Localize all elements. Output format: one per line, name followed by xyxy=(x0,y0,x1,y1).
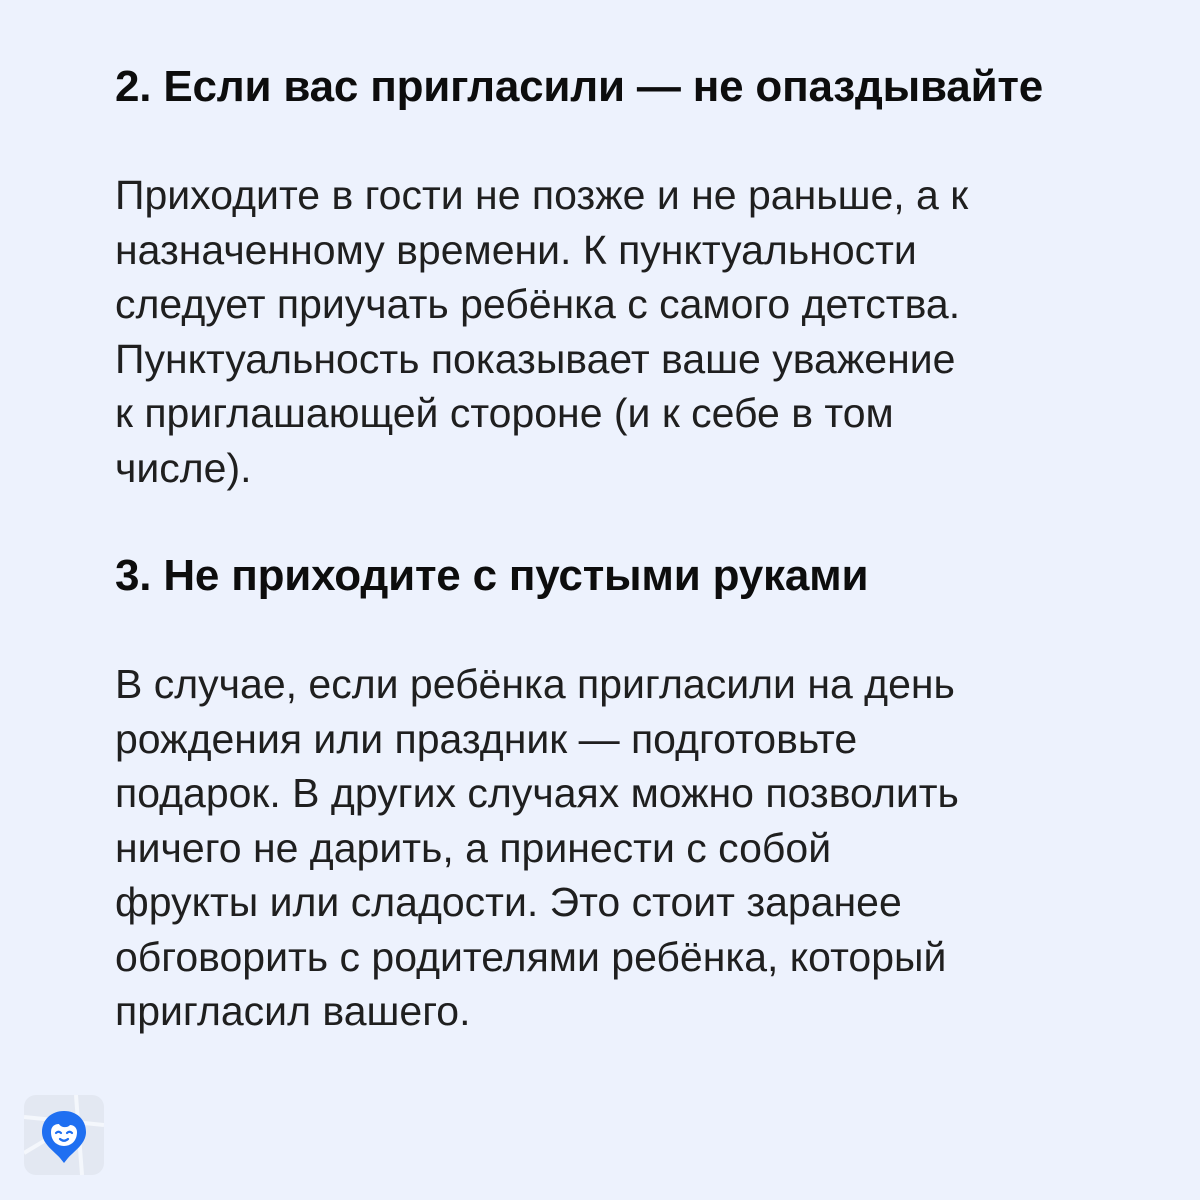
app-logo xyxy=(24,1095,104,1175)
section-punctuality xyxy=(115,58,1095,495)
section-heading: 2. Если вас пригласили — не опаздывайте xyxy=(115,62,1044,111)
paragraph-line: числе). xyxy=(115,444,252,491)
paragraph-line: Приходите в гости не позже и не раньше, а к xyxy=(115,172,969,218)
article-body xyxy=(115,58,1095,1039)
section-heading: 3. Не приходите с пустыми руками xyxy=(115,551,869,600)
paragraph-line: следует приучать ребёнка с самого детства. xyxy=(115,281,961,327)
paragraph-line: назначенному времени. К пунктуальности xyxy=(115,226,917,273)
paragraph-line: фрукты или сладости. Это стоит заранее xyxy=(115,879,902,925)
paragraph-line: рождения или праздник — подготовьте xyxy=(115,715,858,762)
child-face-map-pin-icon xyxy=(24,1095,104,1175)
paragraph-line: В случае, если ребёнка пригласили на день xyxy=(115,661,955,707)
paragraph-line: пригласил вашего. xyxy=(115,988,471,1034)
paragraph-line: к приглашающей стороне (и к себе в том xyxy=(115,390,894,436)
paragraph-line: Пунктуальность показывает ваше уважение xyxy=(115,335,956,382)
section-paragraph xyxy=(115,168,1095,495)
paragraph-line: ничего не дарить, а принести с собой xyxy=(115,824,832,871)
paragraph-line: подарок. В других случаях можно позволить xyxy=(115,770,959,816)
section-paragraph xyxy=(115,657,1095,1039)
paragraph-line: обговорить с родителями ребёнка, который xyxy=(115,933,947,980)
section-gifts xyxy=(115,547,1095,1039)
